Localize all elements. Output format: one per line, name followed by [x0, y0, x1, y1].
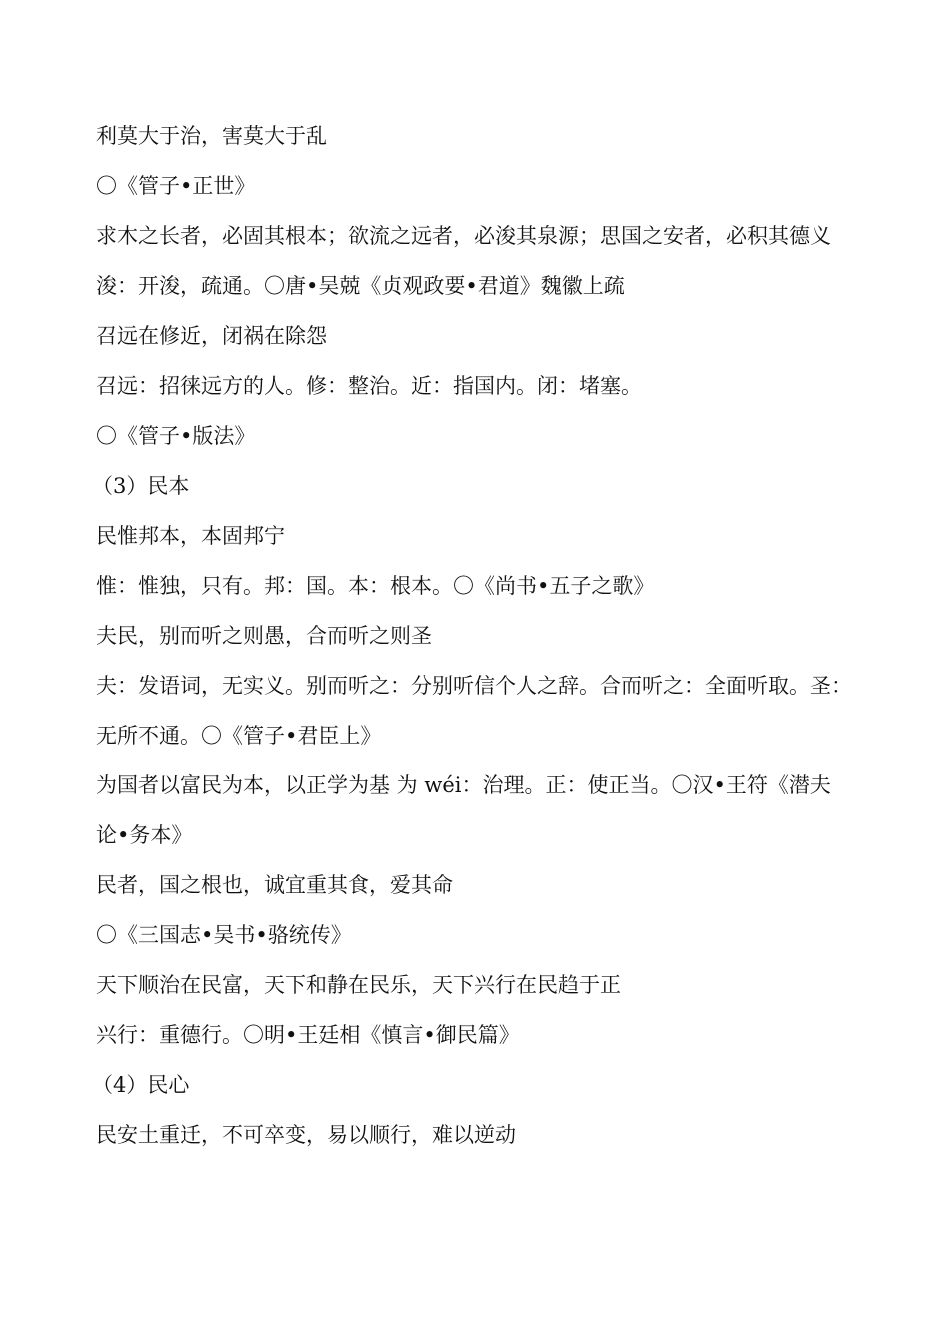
source-citation: 〇《管子•版法》 — [96, 424, 256, 448]
annotation-line: 惟：惟独，只有。邦：国。本：根本。〇《尚书•五子之歌》 — [96, 574, 655, 598]
source-citation: 〇《管子•正世》 — [96, 174, 256, 198]
text-line: 为国者以富民为本，以正学为基 为 wéi：治理。正：使正当。〇汉•王符《潜夫 — [96, 773, 831, 797]
text-line: 召远在修近，闭祸在除怨 — [96, 324, 327, 348]
text-line: 天下顺治在民富，天下和静在民乐，天下兴行在民趋于正 — [96, 973, 621, 997]
section-heading: （4）民心 — [92, 1073, 190, 1097]
annotation-line: 浚：开浚，疏通。〇唐•吴兢《贞观政要•君道》魏徽上疏 — [96, 274, 625, 298]
text-line: 民安土重迁，不可卒变，易以顺行，难以逆动 — [96, 1123, 516, 1147]
annotation-line: 夫：发语词，无实义。别而听之：分别听信个人之辞。合而听之：全面听取。圣： — [96, 674, 852, 698]
annotation-line: 兴行：重德行。〇明•王廷相《慎言•御民篇》 — [96, 1023, 520, 1047]
source-citation: 〇《三国志•吴书•骆统传》 — [96, 923, 352, 947]
text-line: 利莫大于治，害莫大于乱 — [96, 124, 327, 148]
annotation-line: 召远：招徕远方的人。修：整治。近：指国内。闭：堵塞。 — [96, 374, 642, 398]
text-line: 夫民，别而听之则愚，合而听之则圣 — [96, 624, 432, 648]
source-citation: 论•务本》 — [96, 823, 193, 847]
text-line: 民者，国之根也，诚宜重其食，爱其命 — [96, 873, 453, 897]
text-line: 民惟邦本，本固邦宁 — [96, 524, 285, 548]
section-heading: （3）民本 — [92, 474, 190, 498]
text-line: 求木之长者，必固其根本；欲流之远者，必浚其泉源；思国之安者，必积其德义 — [96, 224, 831, 248]
annotation-line: 无所不通。〇《管子•君臣上》 — [96, 724, 382, 748]
